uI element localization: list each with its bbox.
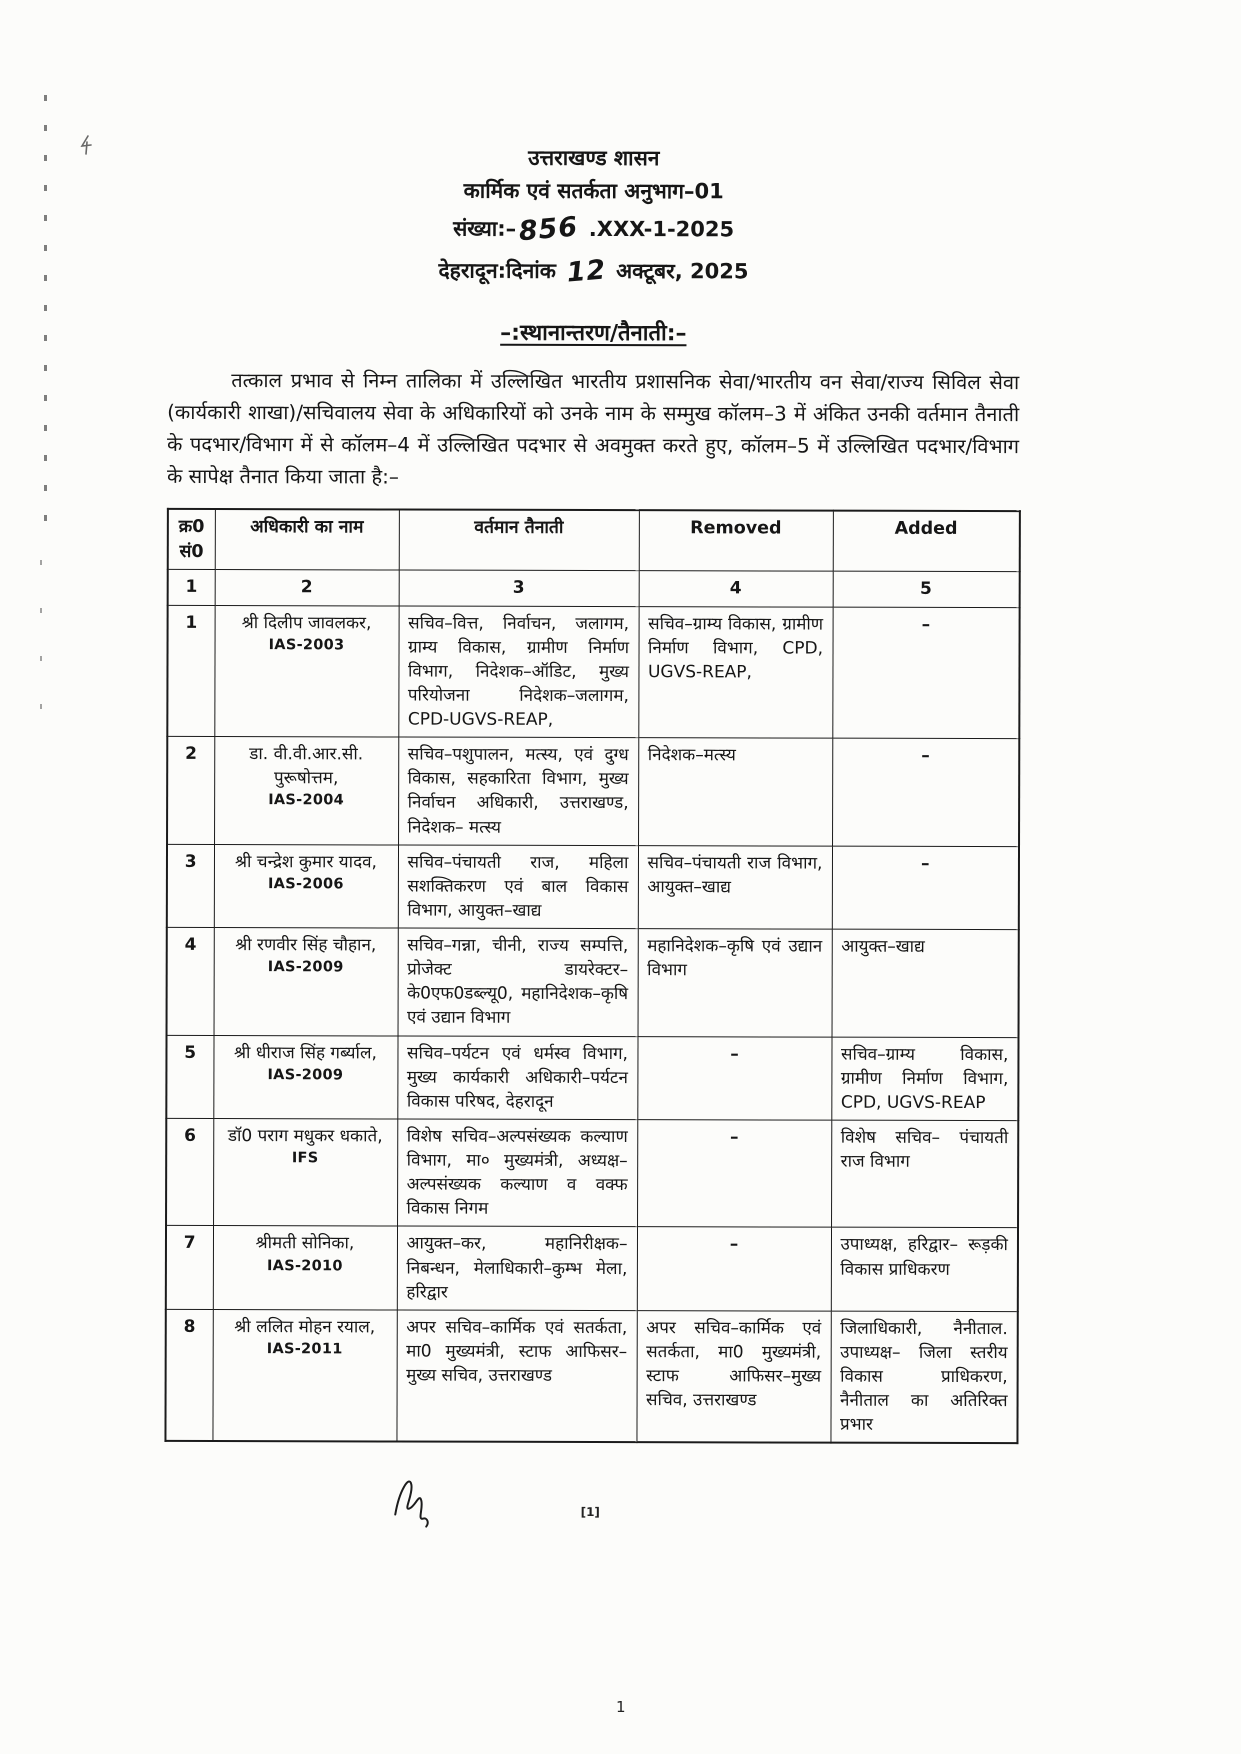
table-row bbox=[166, 1118, 1018, 1228]
order-number-prefix: संख्या:– bbox=[453, 216, 517, 241]
removed-cell: – bbox=[637, 1227, 831, 1311]
officer-cadre: IAS-2009 bbox=[267, 959, 344, 976]
removed-cell: – bbox=[637, 1036, 831, 1120]
transfer-table bbox=[164, 508, 1020, 1445]
department-section: कार्मिक एवं सतर्कता अनुभाग–01 bbox=[463, 178, 724, 203]
officer-name-cell: श्री ललित मोहन रयाल, IAS-2011 bbox=[212, 1309, 396, 1442]
subject-heading: –:स्थानान्तरण/तैनाती:– bbox=[500, 320, 687, 347]
added-cell: विशेष सचिव– पंचायती राज विभाग bbox=[831, 1120, 1018, 1228]
col-number-1: 1 bbox=[168, 570, 215, 605]
removed-cell: सचिव–ग्राम्य विकास, ग्रामीण निर्माण विभाग, CPD, UGVS-REAP, bbox=[638, 606, 832, 738]
officer-cadre: IAS-2009 bbox=[267, 1066, 344, 1084]
table-row bbox=[165, 1309, 1017, 1443]
order-number-suffix: .XXX-1-2025 bbox=[588, 217, 735, 242]
footer-zone bbox=[164, 1470, 1016, 1562]
table-row bbox=[167, 844, 1019, 930]
row-serial: 4 bbox=[167, 927, 214, 1035]
added-cell: आयुक्त–खाद्य bbox=[832, 929, 1019, 1037]
removed-cell: निदेशक–मत्स्य bbox=[638, 738, 832, 846]
removed-cell: अपर सचिव–कार्मिक एवं सतर्कता, मा0 मुख्यमंत्री, स्टाफ आफिसर–मुख्य सचिव, उत्तराखण्ड bbox=[636, 1310, 830, 1443]
current-posting-cell: सचिव–पर्यटन एवं धर्मस्व विभाग, मुख्य कार्यकारी अधिकारी–पर्यटन विकास परिषद, देहरादून bbox=[397, 1036, 637, 1120]
table-header-row bbox=[168, 509, 1020, 572]
document-content bbox=[164, 141, 1020, 1563]
date-handwritten: 12 bbox=[565, 254, 608, 289]
current-posting-cell: आयुक्त–कर, महानिरीक्षक– निबन्धन, मेलाधिकारी–कुम्भ मेला, हरिद्वार bbox=[397, 1226, 637, 1310]
officer-name-cell: श्री रणवीर सिंह चौहान, IAS-2009 bbox=[214, 928, 398, 1036]
col-header-serial: क्र0 सं0 bbox=[168, 509, 215, 570]
removed-cell: – bbox=[637, 1120, 831, 1228]
place-date-prefix: देहरादून:दिनांक bbox=[438, 258, 556, 283]
page-number: 1 bbox=[616, 1698, 626, 1716]
scan-artifact-left-dashes-lower bbox=[40, 560, 42, 720]
col-header-officer-name: अधिकारी का नाम bbox=[215, 509, 399, 571]
added-cell: – bbox=[832, 846, 1019, 930]
col-number-4: 4 bbox=[639, 571, 833, 607]
table-row bbox=[167, 927, 1019, 1037]
current-posting-cell: अपर सचिव–कार्मिक एवं सतर्कता, मा0 मुख्यमंत्री, स्टाफ आफिसर–मुख्य सचिव, उत्तराखण्ड bbox=[396, 1310, 636, 1443]
col-number-2: 2 bbox=[215, 570, 399, 606]
officer-name-cell: डा. वी.वी.आर.सी. पुरूषोत्तम, IAS-2004 bbox=[214, 737, 398, 845]
col-header-added: Added bbox=[833, 510, 1020, 572]
added-cell: – bbox=[832, 607, 1019, 739]
officer-cadre: IFS bbox=[291, 1150, 319, 1167]
officer-cadre: IAS-2011 bbox=[266, 1341, 343, 1358]
col-header-removed: Removed bbox=[639, 510, 833, 572]
government-name: उत्तराखण्ड शासन bbox=[528, 145, 660, 171]
current-posting-cell: विशेष सचिव–अल्पसंख्यक कल्याण विभाग, मा० मुख्यमंत्री, अध्यक्ष– अल्पसंख्यक कल्याण व वक्फ विकास निगम bbox=[397, 1119, 637, 1227]
table-row bbox=[166, 1226, 1018, 1312]
current-posting-cell: सचिव–वित्त, निर्वाचन, जलागम, ग्राम्य विकास, ग्रामीण निर्माण विभाग, निदेशक–ऑडिट, मुख्य परियोजना निदेशक–जलागम, CPD-UGVS-REAP, bbox=[398, 606, 638, 738]
row-serial: 5 bbox=[166, 1035, 213, 1118]
col-number-3: 3 bbox=[399, 570, 639, 606]
row-serial: 7 bbox=[166, 1226, 213, 1309]
officer-cadre: IAS-2004 bbox=[268, 792, 345, 809]
officer-name-cell: श्रीमती सोनिका, IAS-2010 bbox=[213, 1226, 397, 1310]
order-paragraph: तत्काल प्रभाव से निम्न तालिका में उल्लिखित भारतीय प्रशासनिक सेवा/भारतीय वन सेवा/राज्य सिविल सेवा (कार्यकारी शाखा)/सचिवालय सेवा के अधिकारियों को उनके नाम के सम्मुख कॉलम–3 में अंकित उनकी वर्तमान तैनाती के पदभार/विभाग में से कॉलम–4 में उल्लिखित पदभार से अवमुक्त करते हुए, कॉलम–5 में उल्लिखित पदभार/विभाग के सापेक्ष तैनात किया जाता है:– bbox=[166, 367, 1020, 489]
added-cell: जिलाधिकारी, नैनीताल. उपाध्यक्ष– जिला स्तरीय विकास प्राधिकरण, नैनीताल का अतिरिक्त प्रभार bbox=[830, 1311, 1017, 1444]
current-posting-cell: सचिव–गन्ना, चीनी, राज्य सम्पत्ति, प्रोजेक्ट डायरेक्टर– के0एफ0डब्ल्यू0, महानिदेशक–कृषि एवं उद्यान विभाग bbox=[398, 928, 638, 1036]
document-header bbox=[167, 141, 1019, 292]
signature-mark bbox=[389, 1471, 437, 1533]
scan-artifact-left-dashes bbox=[44, 95, 47, 540]
row-serial: 6 bbox=[166, 1118, 213, 1226]
row-serial: 8 bbox=[165, 1309, 212, 1441]
row-serial: 3 bbox=[167, 844, 214, 927]
page-marker: [1] bbox=[580, 1505, 600, 1520]
order-number-handwritten: 856 bbox=[518, 211, 580, 248]
table-row bbox=[167, 737, 1019, 847]
officer-name-cell: श्री चन्द्रेश कुमार यादव, IAS-2006 bbox=[214, 844, 398, 928]
table-row bbox=[166, 1035, 1018, 1121]
date-suffix: अक्टूबर, 2025 bbox=[616, 258, 749, 284]
added-cell: उपाध्यक्ष, हरिद्वार– रूड़की विकास प्राधिकरण bbox=[831, 1228, 1018, 1312]
officer-name-cell: डॉ0 पराग मधुकर धकाते, IFS bbox=[213, 1118, 397, 1226]
officer-cadre: IAS-2010 bbox=[266, 1257, 343, 1274]
column-number-row bbox=[168, 570, 1020, 607]
table-row bbox=[167, 605, 1019, 739]
officer-cadre: IAS-2003 bbox=[268, 636, 345, 654]
row-serial: 2 bbox=[167, 737, 214, 845]
officer-name-cell: श्री दिलीप जावलकर, IAS-2003 bbox=[214, 605, 398, 737]
added-cell: सचिव–ग्राम्य विकास, ग्रामीण निर्माण विभाग, CPD, UGVS-REAP bbox=[831, 1037, 1018, 1121]
removed-cell: महानिदेशक–कृषि एवं उद्यान विभाग bbox=[638, 929, 832, 1037]
pencil-mark bbox=[78, 134, 96, 160]
officer-name-cell: श्री धीराज सिंह गर्ब्याल, IAS-2009 bbox=[213, 1035, 397, 1119]
added-cell: – bbox=[832, 738, 1019, 846]
col-number-5: 5 bbox=[833, 572, 1020, 608]
row-serial: 1 bbox=[167, 605, 214, 737]
removed-cell: सचिव–पंचायती राज विभाग, आयुक्त–खाद्य bbox=[638, 845, 832, 929]
officer-cadre: IAS-2006 bbox=[267, 875, 344, 893]
place-date-line bbox=[167, 248, 1019, 292]
order-number-line bbox=[168, 206, 1020, 250]
current-posting-cell: सचिव–पशुपालन, मत्स्य, एवं दुग्ध विकास, सहकारिता विभाग, मुख्य निर्वाचन अधिकारी, उत्तराखण्ड, निदेशक– मत्स्य bbox=[398, 737, 638, 845]
current-posting-cell: सचिव–पंचायती राज, महिला सशक्तिकरण एवं बाल विकास विभाग, आयुक्त–खाद्य bbox=[398, 845, 638, 929]
col-header-current-posting: वर्तमान तैनाती bbox=[399, 509, 639, 571]
